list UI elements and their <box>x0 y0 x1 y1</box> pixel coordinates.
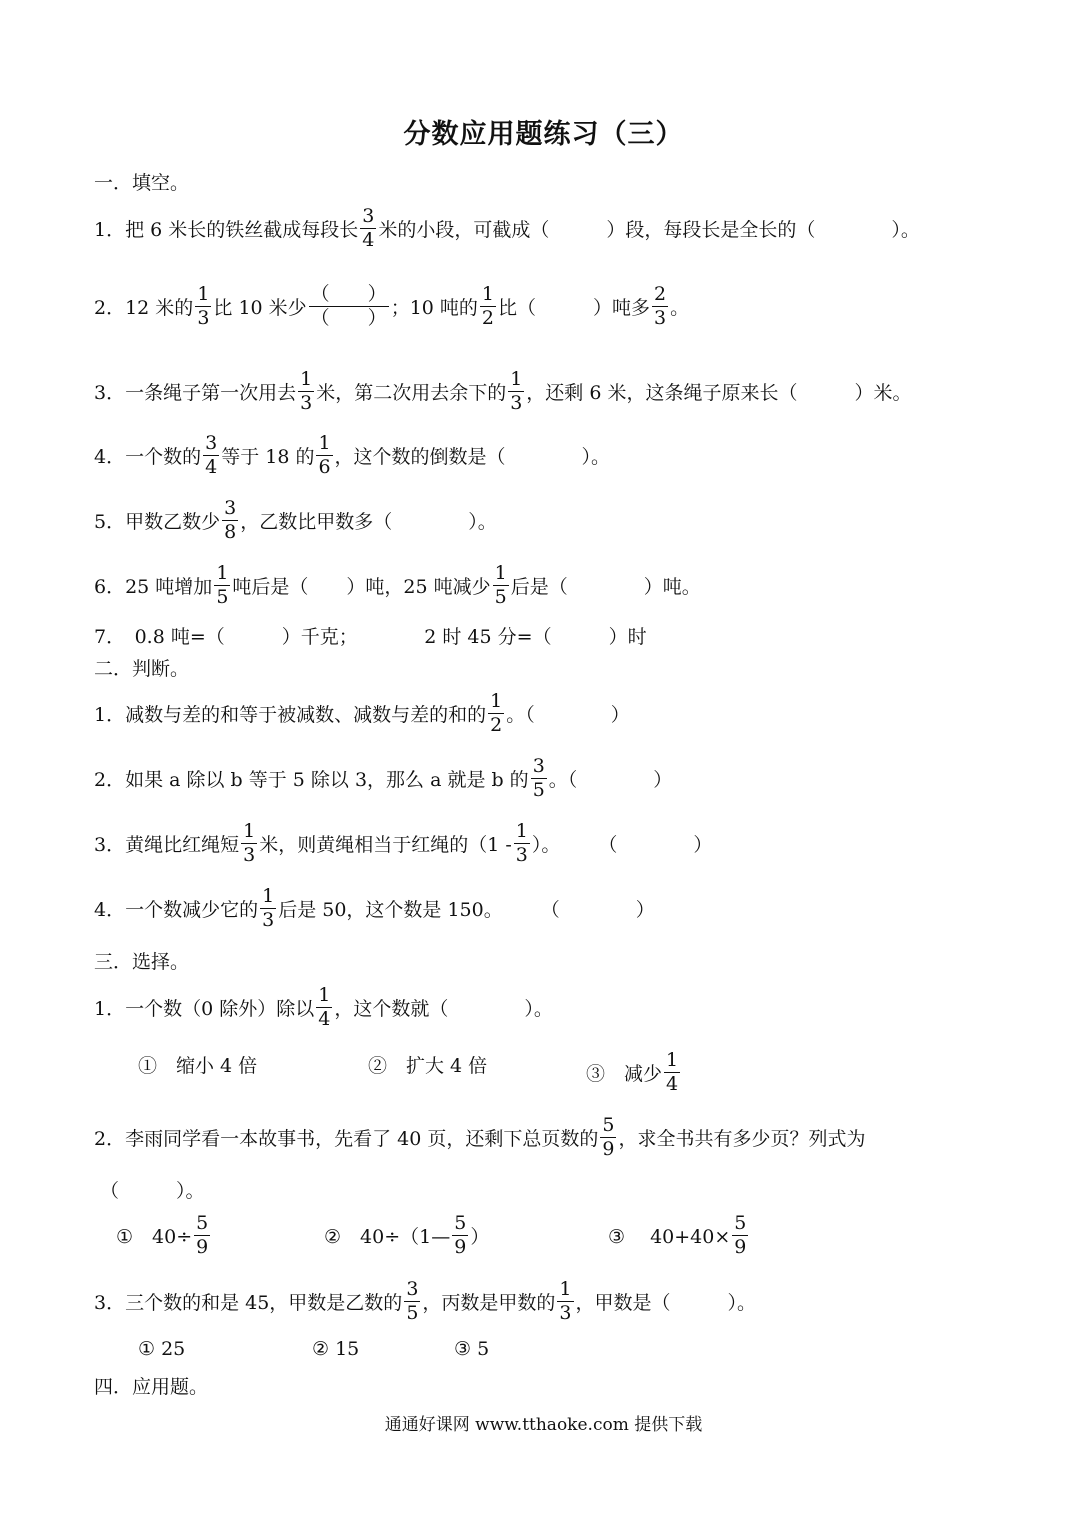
question-2-3: 3．黄绳比红绳短 $\frac{1}{3}$ 米，则黄绳相当于红绳的（1 - $\frac{1}{3}$ ）。 （ ） <box>94 820 713 866</box>
question-2-2: 2．如果 a 除以 b 等于 5 除以 3，那么 a 就是 b 的 $\frac{3}{5}$ 。（ ） <box>94 755 673 801</box>
fraction: $\frac{1}{4}$ <box>318 984 331 1030</box>
fraction: $\frac{5}{9}$ <box>196 1212 209 1258</box>
section-heading-judge: 二．判断。 <box>94 658 190 680</box>
choice-3-2-b[interactable]: ② 40÷（1— $\frac{5}{9}$ ） <box>324 1212 490 1258</box>
fraction: $\frac{1}{3}$ <box>262 885 275 931</box>
fraction: $\frac{2}{3}$ <box>654 283 667 329</box>
fraction: $\frac{1}{3}$ <box>300 368 313 414</box>
choice-3-3-a[interactable]: ① 25 <box>138 1338 186 1360</box>
question-2-1: 1．减数与差的和等于被减数、减数与差的和的 $\frac{1}{2}$ 。（ ） <box>94 690 630 736</box>
choice-3-3-c[interactable]: ③ 5 <box>454 1338 490 1360</box>
section-heading-choice: 三．选择。 <box>94 951 190 973</box>
question-1-6: 6．25 吨增加 $\frac{1}{5}$ 吨后是（ ）吨，25 吨减少 $\frac{1}{5}$ 后是（ ）吨。 <box>94 562 701 608</box>
fraction: $\frac{5}{9}$ <box>602 1114 615 1160</box>
question-1-1: 1．把 6 米长的铁丝截成每段长 $\frac{3}{4}$ 米的小段，可截成（ ）段，每段长是全长的（ ）。 <box>94 205 920 251</box>
fraction: $\frac{5}{9}$ <box>454 1212 467 1258</box>
question-3-2: 2．李雨同学看一本故事书，先看了 40 页，还剩下总页数的 $\frac{5}{9}$ ，求全书共有多少页？列式为 <box>94 1114 866 1160</box>
section-heading-fill: 一．填空。 <box>94 172 190 194</box>
fraction: $\frac{3}{8}$ <box>224 497 237 543</box>
page-title: 分数应用题练习（三） <box>403 119 684 150</box>
fraction: $\frac{1}{3}$ <box>559 1278 572 1324</box>
fraction: $\frac{1}{3}$ <box>243 820 256 866</box>
question-1-7: 7． 0.8 吨=（ ）千克； 2 时 45 分=（ ）时 <box>94 626 647 648</box>
fraction: $\frac{1}{3}$ <box>515 820 528 866</box>
question-2-4: 4．一个数减少它的 $\frac{1}{3}$ 后是 50，这个数是 150。 （ ） <box>94 885 655 931</box>
fraction: $\frac{1}{2}$ <box>481 283 494 329</box>
choice-3-2-c[interactable]: ③ 40+40× $\frac{5}{9}$ <box>608 1212 747 1258</box>
fraction: $\frac{1}{5}$ <box>494 562 507 608</box>
fraction: $\frac{5}{9}$ <box>734 1212 747 1258</box>
question-1-4: 4．一个数的 $\frac{3}{4}$ 等于 18 的 $\frac{1}{6}$ ，这个数的倒数是（ ）。 <box>94 432 611 478</box>
question-3-2-blank: （ ）。 <box>100 1180 205 1202</box>
question-1-2: 2．12 米的 $\frac{1}{3}$ 比 10 米少 $\frac{( )}{( )}$ ；10 吨的 $\frac{1}{2}$ 比（ ）吨多 $\frac{2}{3}$ 。 <box>94 283 690 329</box>
fraction: $\frac{3}{4}$ <box>362 205 375 251</box>
fraction: $\frac{1}{5}$ <box>216 562 229 608</box>
fraction: $\frac{1}{2}$ <box>490 690 503 736</box>
choice-3-1-c[interactable]: ③ 减少 $\frac{1}{4}$ <box>586 1049 679 1095</box>
choice-3-2-a[interactable]: ① 40÷ $\frac{5}{9}$ <box>116 1212 209 1258</box>
fraction: $\frac{3}{4}$ <box>205 432 218 478</box>
blank-fraction[interactable]: $\frac{( )}{( )}$ <box>310 283 387 329</box>
choice-3-3-b[interactable]: ② 15 <box>312 1338 360 1360</box>
question-3-1: 1．一个数（0 除外）除以 $\frac{1}{4}$ ，这个数就（ ）。 <box>94 984 553 1030</box>
question-1-3: 3．一条绳子第一次用去 $\frac{1}{3}$ 米，第二次用去余下的 $\frac{1}{3}$ ，还剩 6 米，这条绳子原来长（ ）米。 <box>94 368 912 414</box>
fraction: $\frac{1}{3}$ <box>197 283 210 329</box>
section-heading-application: 四．应用题。 <box>94 1376 209 1398</box>
question-3-3: 3．三个数的和是 45，甲数是乙数的 $\frac{3}{5}$ ，丙数是甲数的 $\frac{1}{3}$ ，甲数是（ ）。 <box>94 1278 757 1324</box>
choice-3-1-a[interactable]: ① 缩小 4 倍 <box>138 1055 258 1077</box>
fraction: $\frac{3}{5}$ <box>532 755 545 801</box>
footer-credit: 通通好课网 www.tthaoke.com 提供下载 <box>384 1415 703 1435</box>
fraction: $\frac{1}{3}$ <box>510 368 523 414</box>
fraction: $\frac{3}{5}$ <box>406 1278 419 1324</box>
question-1-5: 5．甲数乙数少 $\frac{3}{8}$ ，乙数比甲数多（ ）。 <box>94 497 497 543</box>
fraction: $\frac{1}{6}$ <box>318 432 331 478</box>
fraction: $\frac{1}{4}$ <box>666 1049 679 1095</box>
choice-3-1-b[interactable]: ② 扩大 4 倍 <box>368 1055 488 1077</box>
